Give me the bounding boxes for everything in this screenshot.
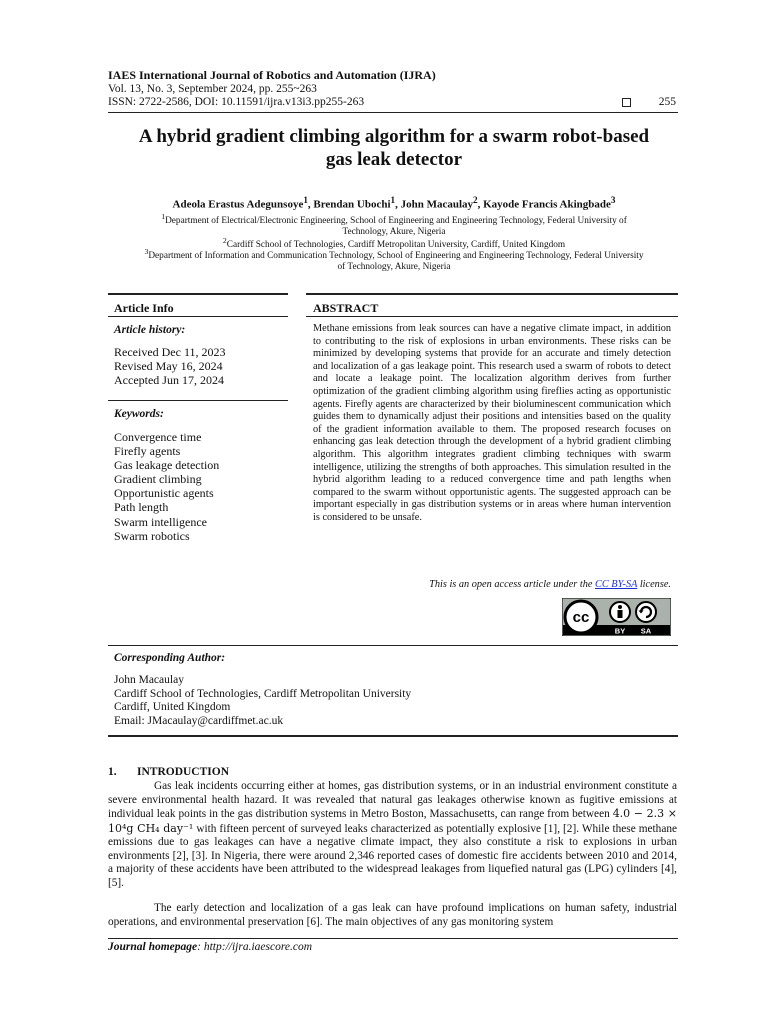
keyword-item: Convergence time — [114, 430, 202, 444]
article-info-top-rule — [108, 293, 288, 295]
author-name: Brendan Ubochi — [313, 198, 391, 211]
revised-date: Revised May 16, 2024 — [114, 359, 223, 373]
section-number: 1. — [108, 766, 117, 778]
introduction-heading — [108, 766, 229, 778]
author-name: Kayode Francis Akingbade — [483, 198, 611, 211]
license-statement — [429, 579, 671, 590]
sa-badge-text: SA — [640, 626, 652, 636]
abstract-heading: ABSTRACT — [313, 301, 379, 315]
affiliation-3 — [108, 246, 680, 273]
cc-by-sa-link[interactable]: CC BY-SA — [595, 579, 638, 590]
author-affil-sup: 1 — [390, 195, 396, 205]
corresponding-bottom-rule — [108, 735, 678, 737]
square-bullet-icon — [622, 98, 631, 107]
corresponding-email[interactable]: Email: JMacaulay@cardiffmet.ac.uk — [114, 714, 284, 727]
keyword-item: Swarm robotics — [114, 528, 190, 543]
keyword-item: Firefly agents — [114, 444, 181, 459]
intro-paragraph-1 — [108, 780, 677, 890]
keyword-item: Swarm intelligence — [114, 514, 207, 529]
journal-volume: Vol. 13, No. 3, September 2024, pp. 255~263 — [108, 83, 317, 95]
emission-range-equation: 4.0 − 2.3 × 10⁴g CH₄ day⁻¹ — [108, 807, 677, 835]
title-line-2: gas leak detector — [325, 149, 463, 170]
corresponding-top-rule — [108, 645, 678, 646]
by-badge-text: BY — [614, 626, 626, 636]
affiliation-text: Technology, Akure, Nigeria — [342, 227, 446, 238]
article-info-sub-rule — [108, 316, 288, 317]
affiliation-sup: 3 — [144, 247, 149, 256]
abstract-sub-rule — [306, 316, 678, 317]
abstract-top-rule — [306, 293, 678, 295]
author-separator: , — [477, 198, 484, 211]
intro-paragraph-2: The early detection and localization of a gas leak can have profound implications on human safety, industrial operations, and environmental preservation [6]. The main objectives of any gas monitoring system — [108, 902, 677, 928]
keyword-item: Gradient climbing — [114, 472, 202, 487]
author-name: Adeola Erastus Adegunsoye — [172, 198, 304, 211]
journal-issn-doi: ISSN: 2722-2586, DOI: 10.11591/ijra.v13i3.pp255-263 — [108, 96, 365, 108]
corresponding-heading: Corresponding Author: — [114, 652, 226, 664]
cc-badge-text: cc — [572, 609, 590, 626]
keyword-item: Opportunistic agents — [114, 486, 214, 501]
footer-divider — [108, 938, 678, 939]
author-separator: , — [307, 198, 314, 211]
accepted-date: Accepted Jun 17, 2024 — [114, 373, 224, 387]
header-divider — [108, 112, 678, 113]
license-suffix: license. — [637, 579, 671, 590]
author-list — [100, 195, 688, 211]
title-line-1: A hybrid gradient climbing algorithm for a swarm robot-based — [138, 126, 650, 147]
author-separator: , — [395, 198, 401, 211]
author-affil-sup: 1 — [303, 195, 308, 205]
corresponding-author-block — [114, 674, 411, 728]
paragraph-text: with fifteen percent of surveyed leaks characterized as potentially explosive [1], [2]. While these methane emissions due to gas leakages can have a negative climate impact, they also constitute a risk to explosions in urban environments [2], [3]. In Nigeria, there were around 2,346 reported cases of domestic fire accidents between 2010 and 2014, a majority of these accidents have been attributed to the widespread leakages from liquefied natural gas (LPG) cylinders [4], [5]. — [108, 822, 677, 889]
corresponding-name: John Macaulay — [114, 674, 184, 686]
cc-by-sa-badge-icon[interactable] — [562, 598, 671, 636]
journal-name: IAES International Journal of Robotics and Automation (IJRA) — [108, 68, 436, 82]
abstract-body: Methane emissions from leak sources can have a negative climate impact, in addition to contributing to the risk of explosions in urban environments. These risks can be minimized by developing systems that provide for an accurate and timely detection and localization of a gas leakage point. This research used a swarm of robots to detect and locate a leakage point. The localization algorithm derives from further optimization of the gradient climbing algorithm using fireflies acting as opportunistic agents. Firefly agents are characterized by their bioluminescent communication which guides them to dynamically adjust their positions and intensities based on the quality of the gradient information available to them. The proposed research focuses on enhancing gas leak detection through the development of a hybrid gradient climbing algorithm. This algorithm integrates gradient climbing techniques with swarm intelligence, utilizing the strengths of both approaches. This simulation resulted in the hybrid algorithm leading to a reduced convergence time and path lengths when compared to the swarm without opportunistic agents. The suggested approach can be important especially in gas distribution systems or in areas where human intervention is considered to be unsafe. — [313, 323, 671, 523]
affiliation-text: Department of Electrical/Electronic Engineering, School of Engineering and Engineering Technology, Federal University of — [165, 216, 627, 227]
journal-homepage-link[interactable]: : http://ijra.iaescore.com — [197, 941, 313, 953]
article-info-heading: Article Info — [114, 301, 174, 315]
paragraph-text: Gas leak incidents occurring either at homes, gas distribution systems, or in an industrial environment constitute a severe environmental health hazard. It was revealed that natural gas leakages otherwise known as fugitive emissions at individual leak points in the gas distribution systems in Metro Boston, Massachusetts, can range from between — [108, 780, 677, 820]
author-name: John Macaulay — [400, 198, 474, 211]
affiliation-text: of Technology, Akure, Nigeria — [337, 262, 451, 273]
affiliation-sup: 1 — [161, 212, 166, 221]
author-affil-sup: 3 — [610, 195, 616, 205]
footer-label: Journal homepage — [108, 941, 198, 953]
affiliation-sup: 2 — [222, 236, 227, 245]
received-date: Received Dec 11, 2023 — [114, 345, 226, 359]
page-number: 255 — [658, 96, 676, 108]
affiliation-text: Department of Information and Communication Technology, School of Engineering and Engineering Technology, Federal University — [148, 251, 644, 262]
keywords-rule — [108, 400, 288, 401]
section-title: INTRODUCTION — [137, 766, 230, 778]
corresponding-location: Cardiff, United Kingdom — [114, 701, 231, 713]
journal-homepage-footer — [108, 941, 312, 953]
corresponding-institution: Cardiff School of Technologies, Cardiff Metropolitan University — [114, 687, 412, 700]
keyword-item: Gas leakage detection — [114, 458, 220, 473]
paper-title — [100, 125, 688, 171]
article-history-heading: Article history: — [114, 324, 186, 336]
author-affil-sup: 2 — [473, 195, 478, 205]
keyword-list — [114, 430, 219, 543]
keywords-heading: Keywords: — [114, 408, 164, 420]
keyword-item: Path length — [114, 500, 169, 515]
affiliation-text: Cardiff School of Technologies, Cardiff Metropolitan University, Cardiff, United Kingdom — [226, 240, 566, 251]
license-prefix: This is an open access article under the — [429, 579, 595, 590]
